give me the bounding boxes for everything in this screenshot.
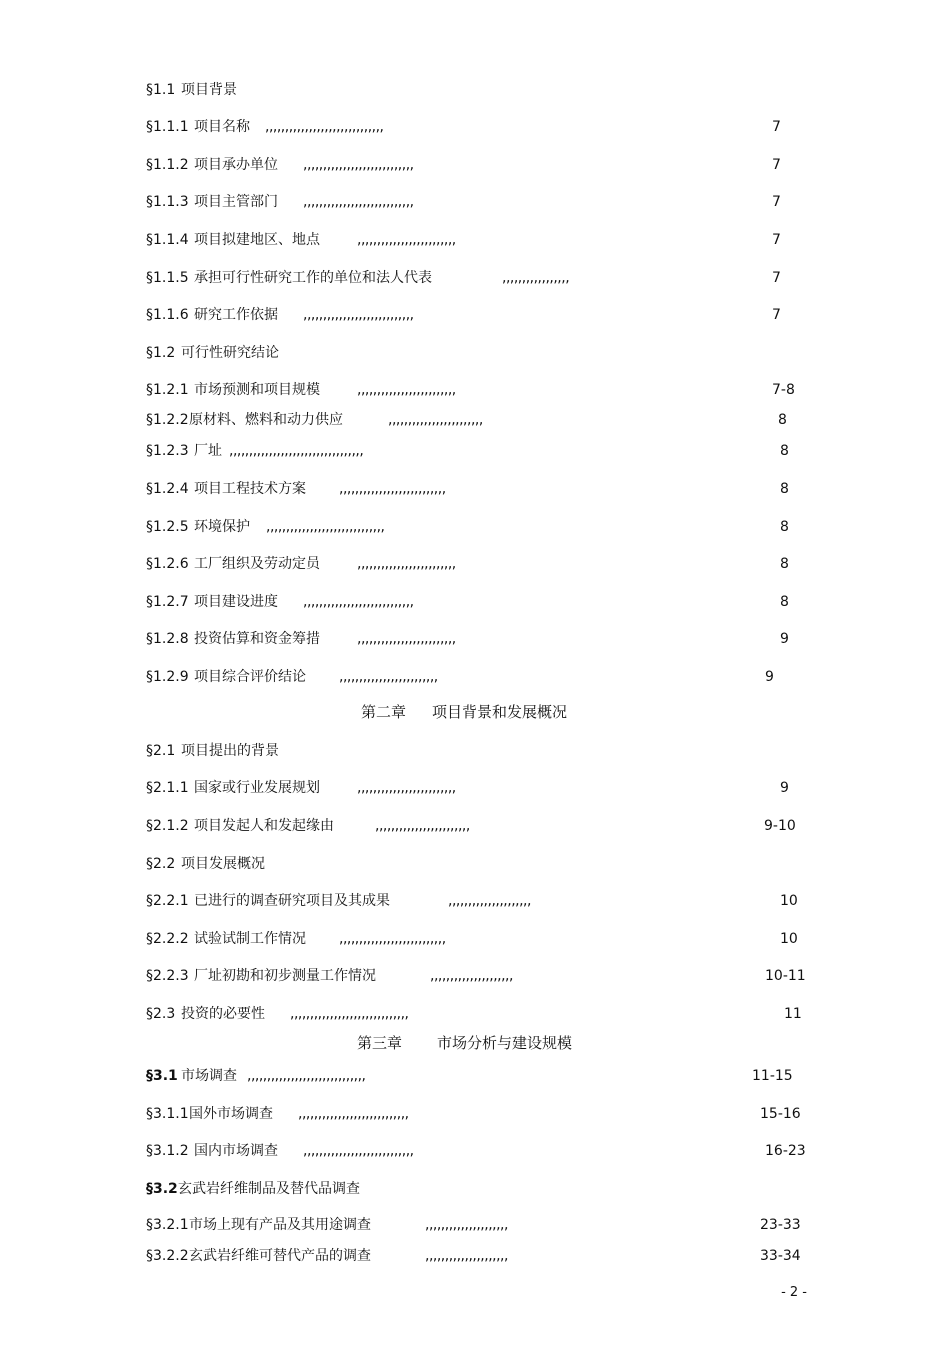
toc-leader: ,,,,,,,,,,,,,,,,,,,,,,,, <box>375 818 470 834</box>
toc-leader: ,,,,,,,,,,,,,,,,,,,,,,,,,,,,,, <box>266 519 385 535</box>
toc-number: §2.2.2 <box>146 931 189 947</box>
chapter-number: 第二章 <box>361 703 407 721</box>
toc-page: 8 <box>780 594 789 610</box>
chapter-number: 第三章 <box>357 1034 403 1052</box>
toc-entry[interactable] <box>0 1003 950 1025</box>
toc-number: §3.2.1 <box>146 1217 189 1233</box>
toc-entry[interactable] <box>0 1065 950 1087</box>
toc-entry[interactable] <box>0 591 950 613</box>
toc-entry[interactable] <box>0 1178 950 1200</box>
toc-number: §2.1.2 <box>146 818 189 834</box>
toc-title: 项目承办单位 <box>194 157 278 173</box>
toc-leader: ,,,,,,,,,,,,,,,,,,,,, <box>425 1217 508 1233</box>
toc-page: 7 <box>772 270 781 286</box>
toc-leader: ,,,,,,,,,,,,,,,,,,,,,,,,, <box>357 556 456 572</box>
toc-leader: ,,,,,,,,,,,,,,,,,,,,, <box>425 1248 508 1264</box>
chapter-title: 市场分析与建设规模 <box>437 1034 573 1052</box>
toc-title: 厂址初勘和初步测量工作情况 <box>194 968 376 984</box>
toc-number: §2.1.1 <box>146 780 189 796</box>
toc-leader: ,,,,,,,,,,,,,,,,,,,,,,,,,,,, <box>303 194 414 210</box>
toc-page: 8 <box>780 481 789 497</box>
toc-number: §2.2.1 <box>146 893 189 909</box>
toc-page: 10-11 <box>765 968 806 984</box>
toc-page: 8 <box>780 519 789 535</box>
toc-leader: ,,,,,,,,,,,,,,,,,,,,,,,,,,,, <box>303 157 414 173</box>
toc-page: 7 <box>772 307 781 323</box>
toc-number: §1.2.9 <box>146 669 189 685</box>
toc-entry[interactable] <box>0 79 950 101</box>
toc-page: 23-33 <box>760 1217 801 1233</box>
toc-leader: ,,,,,,,,,,,,,,,,,,,,,,,,,,,,,, <box>247 1068 366 1084</box>
toc-number: §1.2.3 <box>146 443 189 459</box>
toc-entry[interactable] <box>0 116 950 138</box>
toc-entry[interactable] <box>0 1245 950 1267</box>
toc-number: §3.1.2 <box>146 1143 189 1159</box>
toc-page: 9 <box>780 631 789 647</box>
toc-number: §1.1.1 <box>146 119 189 135</box>
toc-leader: ,,,,,,,,,,,,,,,,,,,,,,,, <box>388 412 483 428</box>
toc-entry[interactable] <box>0 740 950 762</box>
toc-number: §3.1 <box>146 1068 178 1084</box>
toc-title: 项目综合评价结论 <box>194 669 306 685</box>
toc-number: §3.2 <box>146 1181 178 1197</box>
toc-number: §2.1 <box>146 743 176 759</box>
toc-title: 研究工作依据 <box>194 307 278 323</box>
toc-number: §1.2.6 <box>146 556 189 572</box>
toc-number: §3.2.2 <box>146 1248 189 1264</box>
toc-entry[interactable] <box>0 1103 950 1125</box>
toc-page: 16-23 <box>765 1143 806 1159</box>
toc-entry[interactable] <box>0 666 950 688</box>
toc-title: 项目拟建地区、地点 <box>194 232 320 248</box>
toc-title: 可行性研究结论 <box>181 345 279 361</box>
toc-number: §2.2 <box>146 856 176 872</box>
toc-leader: ,,,,,,,,,,,,,,,,,,,,,,,,,,,, <box>298 1106 409 1122</box>
toc-title: 市场调查 <box>181 1068 237 1084</box>
toc-title: 国内市场调查 <box>194 1143 278 1159</box>
toc-leader: ,,,,,,,,,,,,,,,,,,,,,,,,,,,,,,,,,, <box>229 443 364 459</box>
toc-leader: ,,,,,,,,,,,,,,,,,,,,, <box>448 893 531 909</box>
toc-leader: ,,,,,,,,,,,,,,,,,,,,,,,,,,,,,, <box>265 119 384 135</box>
toc-page: 7 <box>772 194 781 210</box>
toc-title: 项目提出的背景 <box>181 743 279 759</box>
toc-number: §1.2.8 <box>146 631 189 647</box>
toc-title: 项目主管部门 <box>194 194 278 210</box>
toc-page: 7-8 <box>772 382 795 398</box>
toc-number: §1.1 <box>146 82 176 98</box>
toc-number: §1.2.7 <box>146 594 189 610</box>
toc-leader: ,,,,,,,,,,,,,,,,,,,,,,,,, <box>357 232 456 248</box>
toc-entry[interactable] <box>0 440 950 462</box>
toc-entry[interactable] <box>0 965 950 987</box>
toc-entry[interactable] <box>0 890 950 912</box>
toc-leader: ,,,,,,,,,,,,,,,,,,,,,,,,,,,, <box>303 1143 414 1159</box>
toc-title: 项目发起人和发起缘由 <box>194 818 334 834</box>
toc-entry[interactable] <box>0 1214 950 1236</box>
toc-title: 已进行的调查研究项目及其成果 <box>194 893 390 909</box>
toc-page: 11 <box>784 1006 802 1022</box>
toc-leader: ,,,,,,,,,,,,,,,,,,,,,,,,,,,, <box>303 594 414 610</box>
toc-page: 15-16 <box>760 1106 801 1122</box>
chapter-title: 项目背景和发展概况 <box>432 703 568 721</box>
toc-entry[interactable] <box>0 815 950 837</box>
toc-page: 8 <box>780 556 789 572</box>
toc-entry[interactable] <box>0 553 950 575</box>
toc-title: 项目名称 <box>194 119 250 135</box>
toc-entry[interactable] <box>0 478 950 500</box>
toc-page: 10 <box>780 893 798 909</box>
chapter-heading[interactable] <box>0 1032 950 1054</box>
toc-entry[interactable] <box>0 628 950 650</box>
toc-number: §2.2.3 <box>146 968 189 984</box>
toc-title: 市场上现有产品及其用途调查 <box>189 1217 371 1233</box>
toc-number: §1.1.5 <box>146 270 189 286</box>
toc-leader: ,,,,,,,,,,,,,,,,,,,,, <box>430 968 513 984</box>
toc-title: 国外市场调查 <box>189 1106 273 1122</box>
toc-page: 8 <box>780 443 789 459</box>
toc-page: 8 <box>778 412 787 428</box>
toc-title: 承担可行性研究工作的单位和法人代表 <box>194 270 432 286</box>
toc-title: 原材料、燃料和动力供应 <box>189 412 343 428</box>
toc-number: §1.2.1 <box>146 382 189 398</box>
toc-page: 7 <box>772 157 781 173</box>
toc-entry[interactable] <box>0 516 950 538</box>
toc-title: 投资估算和资金筹措 <box>194 631 320 647</box>
toc-title: 国家或行业发展规划 <box>194 780 320 796</box>
toc-title: 玄武岩纤维可替代产品的调查 <box>189 1248 371 1264</box>
toc-number: §3.1.1 <box>146 1106 189 1122</box>
toc-number: §1.1.4 <box>146 232 189 248</box>
toc-title: 项目工程技术方案 <box>194 481 306 497</box>
toc-number: §1.2.5 <box>146 519 189 535</box>
toc-page: 7 <box>772 119 781 135</box>
toc-entry[interactable] <box>0 1140 950 1162</box>
toc-page: 7 <box>772 232 781 248</box>
toc-entry[interactable] <box>0 154 950 176</box>
toc-title: 试验试制工作情况 <box>194 931 306 947</box>
toc-leader: ,,,,,,,,,,,,,,,,,,,,,,,,,,, <box>339 481 446 497</box>
toc-leader: ,,,,,,,,,,,,,,,,,,,,,,,,, <box>357 631 456 647</box>
page-number: - 2 - <box>781 1285 807 1300</box>
toc-title: 厂址 <box>194 443 222 459</box>
toc-leader: ,,,,,,,,,,,,,,,,,,,,,,,,,,,, <box>303 307 414 323</box>
toc-title: 项目发展概况 <box>181 856 265 872</box>
chapter-heading[interactable] <box>0 701 950 723</box>
toc-entry[interactable] <box>0 928 950 950</box>
toc-title: 环境保护 <box>194 519 250 535</box>
toc-page: 9-10 <box>764 818 796 834</box>
toc-number: §1.2.4 <box>146 481 189 497</box>
toc-page: 9 <box>765 669 774 685</box>
toc-entry[interactable] <box>0 267 950 289</box>
toc-entry[interactable] <box>0 229 950 251</box>
toc-title: 投资的必要性 <box>181 1006 265 1022</box>
toc-entry[interactable] <box>0 191 950 213</box>
toc-number: §1.2 <box>146 345 176 361</box>
toc-number: §1.2.2 <box>146 412 189 428</box>
toc-title: 市场预测和项目规模 <box>194 382 320 398</box>
toc-entry[interactable] <box>0 409 950 431</box>
toc-page: 11-15 <box>752 1068 793 1084</box>
toc-page: 9 <box>780 780 789 796</box>
toc-entry[interactable] <box>0 777 950 799</box>
toc-entry[interactable] <box>0 379 950 401</box>
toc-entry[interactable] <box>0 853 950 875</box>
toc-number: §2.3 <box>146 1006 176 1022</box>
toc-page: 33-34 <box>760 1248 801 1264</box>
toc-leader: ,,,,,,,,,,,,,,,,, <box>502 270 570 286</box>
toc-number: §1.1.3 <box>146 194 189 210</box>
toc-leader: ,,,,,,,,,,,,,,,,,,,,,,,,,,, <box>339 931 446 947</box>
toc-entry[interactable] <box>0 304 950 326</box>
toc-title: 项目建设进度 <box>194 594 278 610</box>
toc-leader: ,,,,,,,,,,,,,,,,,,,,,,,,, <box>357 780 456 796</box>
toc-title: 玄武岩纤维制品及替代品调查 <box>178 1181 360 1197</box>
toc-leader: ,,,,,,,,,,,,,,,,,,,,,,,,, <box>357 382 456 398</box>
toc-number: §1.1.2 <box>146 157 189 173</box>
toc-page: 10 <box>780 931 798 947</box>
toc-number: §1.1.6 <box>146 307 189 323</box>
toc-entry[interactable] <box>0 342 950 364</box>
toc-title: 项目背景 <box>181 82 237 98</box>
toc-leader: ,,,,,,,,,,,,,,,,,,,,,,,,,,,,,, <box>290 1006 409 1022</box>
toc-title: 工厂组织及劳动定员 <box>194 556 320 572</box>
toc-leader: ,,,,,,,,,,,,,,,,,,,,,,,,, <box>339 669 438 685</box>
